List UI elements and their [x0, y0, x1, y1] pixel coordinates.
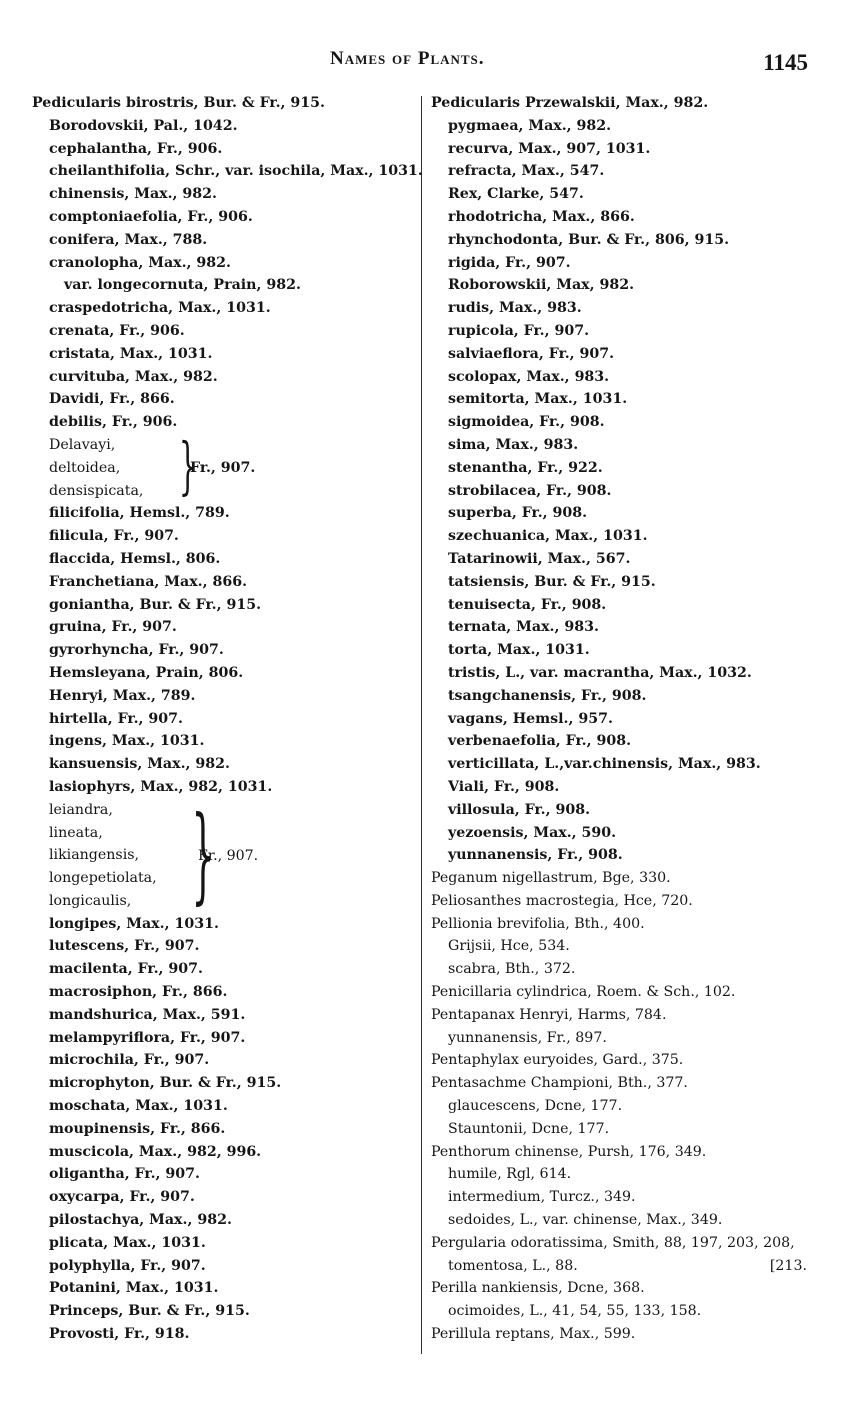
genus-entry: Peganum nigellastrum, Bge, 330.: [431, 870, 671, 887]
species-entry: gruina, Fr., 907.: [49, 619, 177, 636]
species-entry: gyrorhyncha, Fr., 907.: [49, 642, 224, 659]
species-entry: muscicola, Max., 982, 996.: [49, 1143, 262, 1160]
species-entry: cranolopha, Max., 982.: [49, 254, 231, 271]
species-entry: superba, Fr., 908.: [448, 505, 588, 522]
species-entry: Franchetiana, Max., 866.: [49, 573, 248, 590]
running-title: Names of Plants.: [330, 48, 485, 69]
species-entry: densispicata,: [49, 482, 144, 499]
species-entry: lasiophyrs, Max., 982, 1031.: [49, 778, 273, 795]
species-entry: Provosti, Fr., 918.: [49, 1326, 190, 1343]
species-entry: oligantha, Fr., 907.: [49, 1166, 200, 1183]
species-entry: torta, Max., 1031.: [448, 642, 590, 659]
species-entry: cheilanthifolia, Schr., var. isochila, Max., 1031.: [49, 163, 423, 180]
species-entry: lutescens, Fr., 907.: [49, 938, 200, 955]
species-entry: villosula, Fr., 908.: [448, 801, 591, 818]
species-entry: mandshurica, Max., 591.: [49, 1006, 246, 1023]
species-entry: verticillata, L.,var.chinensis, Max., 983.: [448, 756, 761, 773]
species-entry: likiangensis,: [49, 847, 140, 864]
species-entry: szechuanica, Max., 1031.: [448, 528, 648, 545]
species-entry: crenata, Fr., 906.: [49, 322, 185, 339]
species-entry: salviaeflora, Fr., 907.: [448, 345, 615, 362]
species-entry: tristis, L., var. macrantha, Max., 1032.: [448, 664, 752, 681]
species-entry: tatsiensis, Bur. & Fr., 915.: [448, 573, 656, 590]
species-entry: intermedium, Turcz., 349.: [448, 1189, 636, 1206]
species-entry: microphyton, Bur. & Fr., 915.: [49, 1075, 282, 1092]
species-entry: chinensis, Max., 982.: [49, 186, 217, 203]
species-entry: macilenta, Fr., 907.: [49, 961, 203, 978]
genus-entry: Pedicularis Przewalskii, Max., 982.: [431, 95, 709, 111]
species-entry: polyphylla, Fr., 907.: [49, 1257, 206, 1274]
species-entry: rigida, Fr., 907.: [448, 254, 571, 271]
species-list: [32, 297, 417, 434]
species-entry: longepetiolata,: [49, 870, 157, 887]
species-list: [32, 913, 417, 1346]
species-entry: Tatarinowii, Max., 567.: [448, 550, 631, 567]
species-entry: flaccida, Hemsl., 806.: [49, 550, 221, 567]
genus-entry: Penicillaria cylindrica, Roem. & Sch., 102.: [431, 984, 736, 1001]
species-entry: glaucescens, Dcne, 177.: [448, 1098, 623, 1115]
species-list: [32, 115, 423, 275]
genus-entry: Pentasachme Championi, Bth., 377.: [431, 1075, 688, 1092]
species-entry: moschata, Max., 1031.: [49, 1098, 228, 1115]
genus-entry: Perillula reptans, Max., 599.: [431, 1326, 636, 1343]
species-entry: Borodovskii, Pal., 1042.: [49, 117, 238, 134]
species-entry: hirtella, Fr., 907.: [49, 710, 183, 727]
page-header: [0, 44, 850, 78]
genus-entry: Perilla nankiensis, Dcne, 368.: [431, 1280, 645, 1297]
genus-entry: Pellionia brevifolia, Bth., 400.: [431, 915, 645, 932]
species-entry: ocimoides, L., 41, 54, 55, 133, 158.: [448, 1303, 702, 1320]
species-entry: curvituba, Max., 982.: [49, 368, 218, 385]
bracketed-species-group: [32, 792, 417, 915]
genus-entry: Peliosanthes macrostegia, Hce, 720.: [431, 892, 693, 909]
species-entry: Davidi, Fr., 866.: [49, 391, 175, 408]
species-entry: longipes, Max., 1031.: [49, 915, 219, 932]
bracketed-species-group: [32, 428, 417, 502]
species-entry: yezoensis, Max., 590.: [448, 824, 617, 841]
species-entry: filicifolia, Hemsl., 789.: [49, 505, 230, 522]
species-entry: Viali, Fr., 908.: [448, 778, 560, 795]
species-entry: craspedotricha, Max., 1031.: [49, 300, 271, 317]
species-entry: oxycarpa, Fr., 907.: [49, 1189, 195, 1206]
species-entry: leiandra,: [49, 801, 113, 818]
species-entry: pilostachya, Max., 982.: [49, 1212, 232, 1229]
species-entry: rhynchodonta, Bur. & Fr., 806, 915.: [448, 231, 730, 248]
species-entry: goniantha, Bur. & Fr., 915.: [49, 596, 262, 613]
right-column: [431, 92, 821, 1346]
species-entry: plicata, Max., 1031.: [49, 1234, 206, 1251]
species-entry: yunnanensis, Fr., 897.: [448, 1029, 607, 1046]
column-divider: [421, 96, 422, 1354]
genus-entry: Pentaphylax euryoides, Gard., 375.: [431, 1052, 684, 1069]
species-entry: semitorta, Max., 1031.: [448, 391, 628, 408]
species-entry: scabra, Bth., 372.: [448, 961, 576, 978]
species-entry: tenuisecta, Fr., 908.: [448, 596, 607, 613]
species-entry: verbenaefolia, Fr., 908.: [448, 733, 632, 750]
species-entry: comptoniaefolia, Fr., 906.: [49, 208, 253, 225]
species-entry: sedoides, L., var. chinense, Max., 349.: [448, 1212, 723, 1229]
page-continuation: [213.: [769, 1257, 807, 1274]
species-list: [431, 115, 821, 867]
genus-entry: Penthorum chinense, Pursh, 176, 349.: [431, 1143, 707, 1160]
species-entry: Roborowskii, Max, 982.: [448, 277, 635, 294]
species-entry: Princeps, Bur. & Fr., 915.: [49, 1303, 250, 1320]
species-entry: rhodotricha, Max., 866.: [448, 208, 635, 225]
species-entry: sigmoidea, Fr., 908.: [448, 414, 605, 431]
species-entry: longicaulis,: [49, 892, 132, 909]
species-entry: Potanini, Max., 1031.: [49, 1280, 219, 1297]
genus-entry: Pedicularis birostris, Bur. & Fr., 915.: [32, 95, 325, 111]
species-entry: rupicola, Fr., 907.: [448, 322, 590, 339]
variety-entry: var. longecornuta, Prain, 982.: [64, 277, 301, 294]
species-entry: refracta, Max., 547.: [448, 163, 605, 180]
species-entry: moupinensis, Fr., 866.: [49, 1120, 226, 1137]
bracket-reference: Fr., 907.: [198, 847, 259, 864]
page-number: 1145: [763, 50, 808, 75]
species-entry: macrosiphon, Fr., 866.: [49, 984, 228, 1001]
genus-list: [431, 1277, 821, 1345]
species-entry: filicula, Fr., 907.: [49, 528, 179, 545]
species-entry: rudis, Max., 983.: [448, 300, 582, 317]
left-column: [32, 92, 423, 1346]
species-entry: scolopax, Max., 983.: [448, 368, 610, 385]
species-entry: cephalantha, Fr., 906.: [49, 140, 223, 157]
species-entry: ternata, Max., 983.: [448, 619, 599, 636]
species-entry: conifera, Max., 788.: [49, 231, 208, 248]
species-entry: Delavayi,: [49, 436, 116, 453]
species-entry: melampyriflora, Fr., 907.: [49, 1029, 246, 1046]
species-entry: stenantha, Fr., 922.: [448, 459, 603, 476]
species-entry: vagans, Hemsl., 957.: [448, 710, 613, 727]
curly-brace: }: [178, 428, 197, 502]
species-entry: Hemsleyana, Prain, 806.: [49, 664, 244, 681]
species-entry: strobilacea, Fr., 908.: [448, 482, 612, 499]
species-entry-continued: [431, 1255, 821, 1278]
species-entry: Rex, Clarke, 547.: [448, 186, 584, 203]
species-entry: yunnanensis, Fr., 908.: [448, 847, 623, 864]
species-entry: humile, Rgl, 614.: [448, 1166, 572, 1183]
species-entry: sima, Max., 983.: [448, 436, 579, 453]
bracket-reference: Fr., 907.: [190, 459, 256, 476]
species-entry: pygmaea, Max., 982.: [448, 117, 612, 134]
species-entry: tsangchanensis, Fr., 908.: [448, 687, 647, 704]
species-entry: kansuensis, Max., 982.: [49, 756, 230, 773]
species-entry: lineata,: [49, 824, 103, 841]
species-entry: ingens, Max., 1031.: [49, 733, 205, 750]
species-entry: Stauntonii, Dcne, 177.: [448, 1120, 610, 1137]
species-entry: debilis, Fr., 906.: [49, 414, 178, 431]
genus-list: [431, 867, 821, 1255]
species-text: tomentosa, L., 88.: [448, 1257, 578, 1274]
species-entry: deltoidea,: [49, 459, 121, 476]
genus-entry: Pergularia odoratissima, Smith, 88, 197, 203, 208,: [431, 1234, 795, 1251]
species-entry: Grijsii, Hce, 534.: [448, 938, 570, 955]
species-list: [32, 502, 417, 798]
genus-entry: Pentapanax Henryi, Harms, 784.: [431, 1006, 667, 1023]
species-entry: cristata, Max., 1031.: [49, 345, 213, 362]
species-entry: recurva, Max., 907, 1031.: [448, 140, 651, 157]
curly-brace: }: [191, 792, 215, 915]
species-entry: microchila, Fr., 907.: [49, 1052, 210, 1069]
species-entry: Henryi, Max., 789.: [49, 687, 196, 704]
